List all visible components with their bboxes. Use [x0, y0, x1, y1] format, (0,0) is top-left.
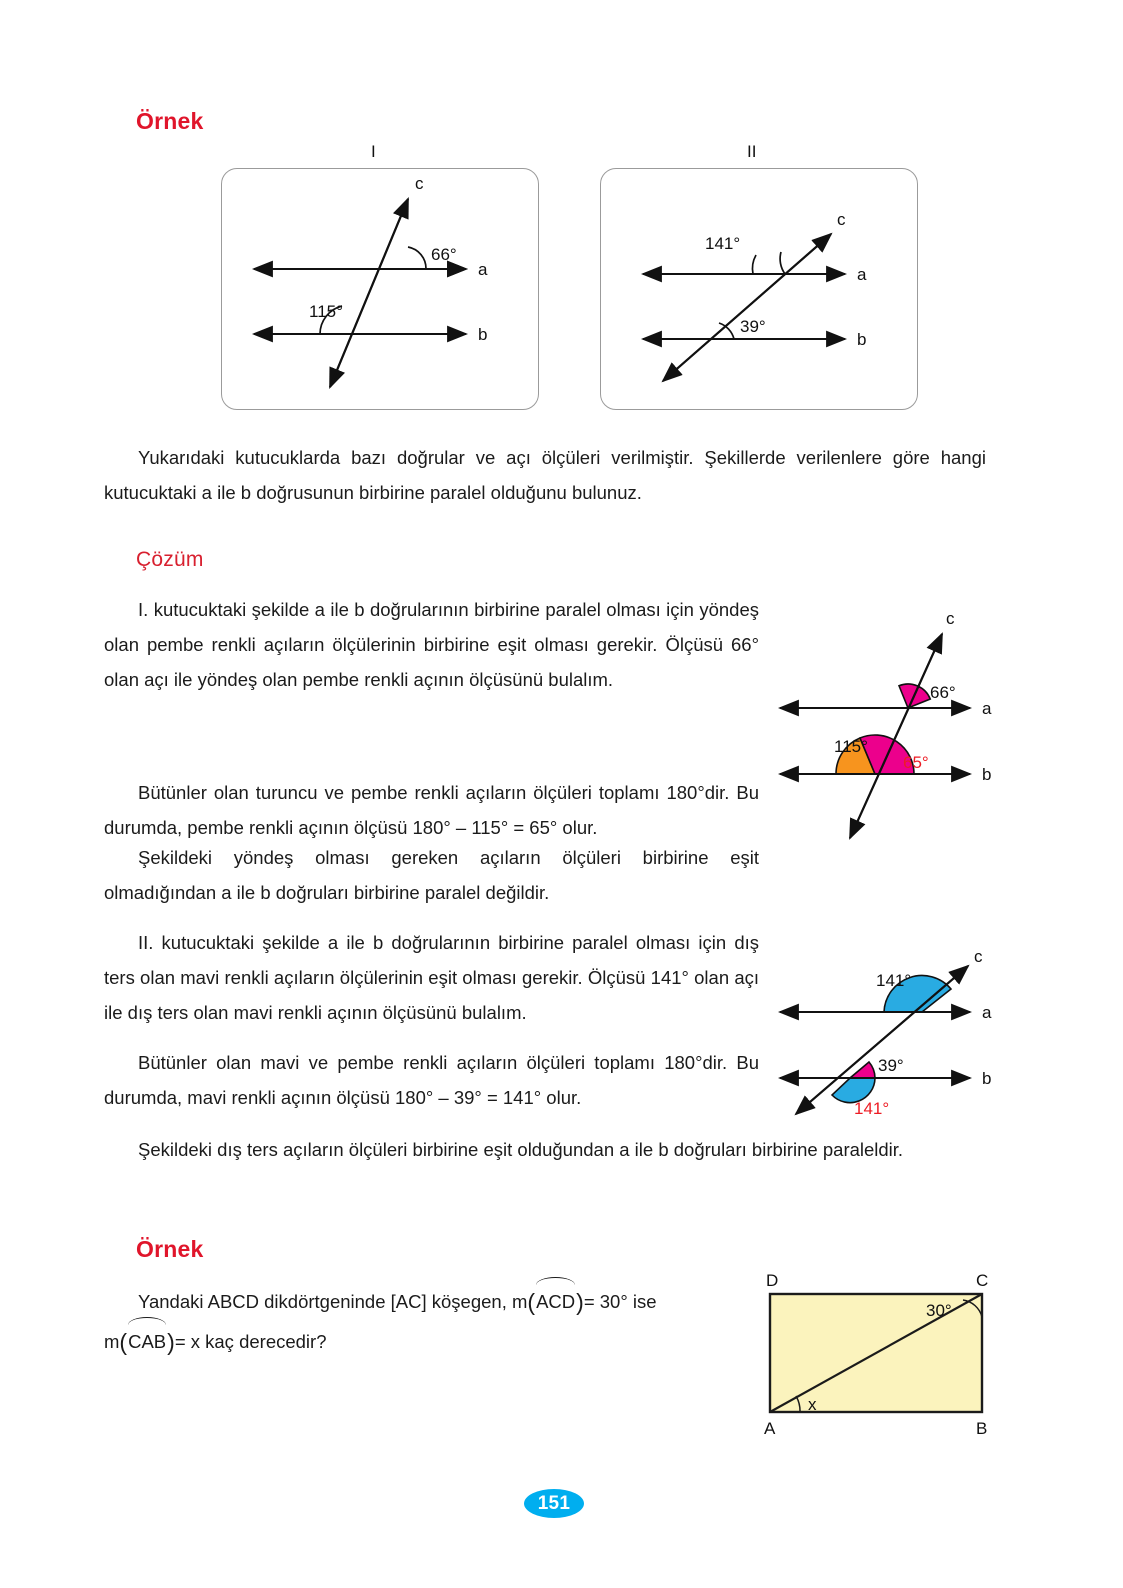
paren-open-2: (	[119, 1329, 128, 1355]
figure4-label-a: a	[982, 1003, 992, 1022]
equals-x: = x kaç derecedir?	[174, 1331, 327, 1352]
example1-heading: Örnek	[136, 108, 204, 134]
example2-math-cab	[104, 1329, 327, 1355]
diagram-box-2	[600, 168, 918, 410]
angle-arc-141	[780, 252, 785, 274]
equals-30: = 30° ise	[583, 1291, 657, 1312]
arc-cab: CAB	[127, 1322, 167, 1362]
figure4-angle-141-top: 141°	[876, 971, 912, 990]
figure5-vertex-b: B	[976, 1419, 988, 1438]
example2-question-part1: Yandaki ABCD dikdörtgeninde [AC] köşegen,	[138, 1291, 507, 1312]
angle-arc-141b	[752, 255, 756, 274]
figure3-angle-65: 65°	[903, 753, 929, 772]
figure-4-svg	[762, 928, 1014, 1124]
figure2-label-b: b	[857, 330, 867, 349]
m-operator-2: m	[104, 1331, 120, 1352]
figure-5-svg	[742, 1262, 1022, 1452]
figure1-label-a: a	[478, 260, 488, 279]
example2-math-acd	[512, 1289, 657, 1315]
figure4-angle-39: 39°	[878, 1056, 904, 1075]
figure1-label-b: b	[478, 325, 488, 344]
solution-paragraph-2: Bütünler olan turuncu ve pembe renkli açıların ölçüleri toplamı 180°dir. Bu durumda, pembe renkli açının ölçüsü 180° – 115° = 65° olur.	[104, 782, 759, 838]
figure5-vertex-a: A	[764, 1419, 776, 1438]
figure5-vertex-c: C	[976, 1271, 989, 1290]
paren-close-2: )	[167, 1329, 175, 1355]
figure4-label-b: b	[982, 1069, 992, 1088]
m-operator-1: m	[512, 1291, 528, 1312]
transversal-c	[663, 234, 831, 381]
arc-acd: ACD	[535, 1282, 576, 1322]
solution-paragraph-1: I. kutucuktaki şekilde a ile b doğrularının birbirine paralel olması için yöndeş olan pembe renkli açıların ölçülerinin birbirine eşit olması gerekir. Ölçüsü 66° olan açı ile yöndeş olan pembe renkli açının ölçüsünü bulalım.	[104, 599, 759, 690]
figure2-label-c: c	[837, 210, 846, 229]
figure3-angle-115: 115°	[834, 737, 868, 756]
figure2-angle-top: 141°	[705, 234, 741, 253]
solution-heading: Çözüm	[136, 548, 204, 571]
diagram-box-1	[221, 168, 539, 410]
figure1-angle-top: 66°	[431, 245, 457, 264]
figure4-label-c: c	[974, 947, 983, 966]
solution-paragraph-4: II. kutucuktaki şekilde a ile b doğrularının birbirine paralel olması için dış ters olan mavi renkli açıların ölçülerinin eşit olması gerekir. Ölçüsü 141° olan açı ile dış ters olan mavi renkli açının ölçüsünü bulalım.	[104, 932, 759, 1023]
box2-label: II	[747, 142, 757, 161]
paren-close-1: )	[576, 1289, 584, 1315]
figure-2-svg	[601, 169, 917, 409]
figure3-angle-66: 66°	[930, 683, 956, 702]
solution-paragraph-6: Şekildeki dış ters açıların ölçüleri birbirine eşit olduğundan a ile b doğruları birbirine paraleldir.	[138, 1139, 904, 1160]
paren-open-1: (	[527, 1289, 536, 1315]
box1-label: I	[371, 142, 376, 161]
example1-question: Yukarıdaki kutucuklarda bazı doğrular ve açı ölçüleri verilmiştir. Şekillerde verilenlere göre hangi kutucuktaki a ile b doğrusunun birbirine paralel olduğunu bulunuz.	[104, 447, 986, 503]
figure5-angle-x: x	[808, 1395, 817, 1414]
example2-heading: Örnek	[136, 1236, 204, 1262]
figure3-label-a: a	[982, 699, 992, 718]
solution-paragraph-5: Bütünler olan mavi ve pembe renkli açıların ölçüleri toplamı 180°dir. Bu durumda, mavi renkli açının ölçüsü 180° – 39° = 141° olur.	[104, 1052, 759, 1108]
figure4-angle-141-bottom: 141°	[854, 1099, 890, 1118]
example2-question	[104, 1282, 724, 1362]
transversal-c	[330, 199, 408, 387]
figure5-vertex-d: D	[766, 1271, 779, 1290]
figure2-angle-bottom: 39°	[740, 317, 766, 336]
figure2-label-a: a	[857, 265, 867, 284]
angle-arc-66	[408, 247, 426, 269]
figure-1-svg	[222, 169, 538, 409]
figure-3-svg	[762, 592, 1014, 848]
figure1-angle-bottom: 115°	[309, 302, 343, 321]
solution-paragraph-3: Şekildeki yöndeş olması gereken açıların ölçüleri birbirine eşit olmadığından a ile b doğruları birbirine paralel değildir.	[104, 847, 759, 903]
figure3-label-b: b	[982, 765, 992, 784]
figure3-label-c: c	[946, 609, 955, 628]
figure5-angle-30: 30°	[926, 1301, 952, 1320]
figure1-label-c: c	[415, 174, 424, 193]
page-number-badge: 151	[524, 1489, 584, 1518]
